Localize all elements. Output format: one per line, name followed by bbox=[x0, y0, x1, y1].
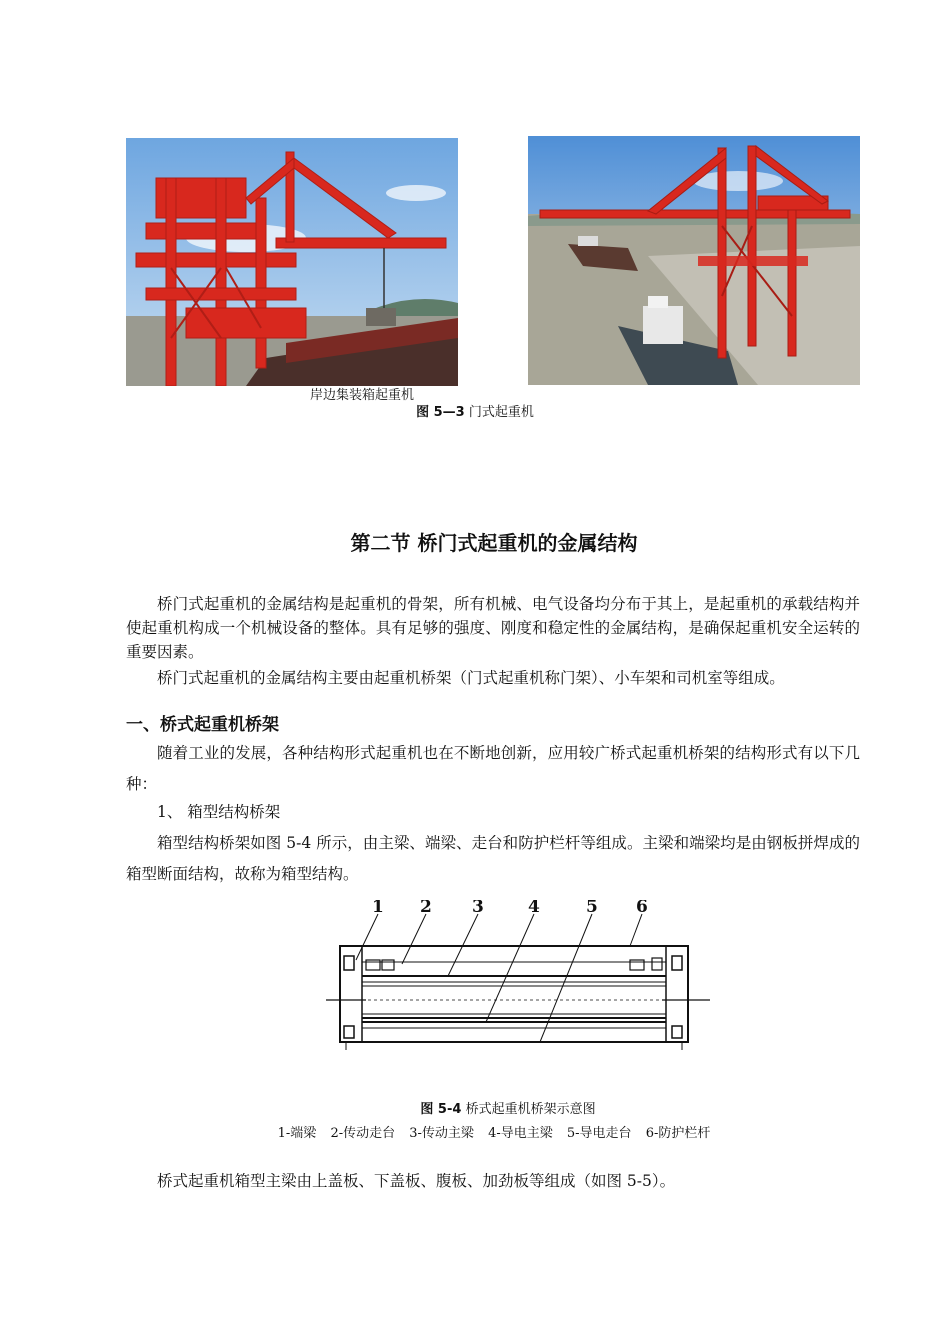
callout-6: 6 bbox=[636, 900, 648, 917]
figure-caption-5-3 bbox=[0, 401, 950, 420]
paragraph: 随着工业的发展，各种结构形式起重机也在不断地创新，应用较广桥式起重机桥架的结构形式有以下几种： bbox=[126, 744, 860, 793]
photo-caption-left: 岸边集装箱起重机 bbox=[310, 388, 415, 403]
figure-caption-5-4 bbox=[0, 1098, 950, 1117]
figure-legend bbox=[0, 1122, 950, 1141]
figure-number: 图 5-4 bbox=[420, 1102, 462, 1117]
callout-5: 5 bbox=[586, 900, 598, 917]
callout-4: 4 bbox=[528, 900, 540, 917]
callout-2: 2 bbox=[420, 900, 432, 917]
legend-item: 5-导电走台 bbox=[566, 1126, 632, 1141]
legend-item: 2-传动走台 bbox=[330, 1126, 396, 1141]
figure-title: 桥式起重机桥架示意图 bbox=[465, 1102, 596, 1117]
section-title: 第二节 桥门式起重机的金属结构 bbox=[350, 531, 638, 555]
figure-number: 图 5—3 bbox=[416, 405, 465, 420]
bridge-frame-diagram bbox=[326, 900, 726, 1056]
legend-item: 1-端梁 bbox=[277, 1126, 317, 1141]
legend-item: 3-传动主梁 bbox=[409, 1126, 474, 1141]
photo-port-gantry-cranes bbox=[528, 136, 860, 385]
callout-1: 1 bbox=[372, 900, 384, 917]
paragraph: 桥门式起重机的金属结构主要由起重机桥架（门式起重机称门架）、小车架和司机室等组成。 bbox=[157, 669, 785, 687]
paragraph: 桥门式起重机的金属结构是起重机的骨架，所有机械、电气设备均分布于其上，是起重机的承载结构并使起重机构成一个机械设备的整体。具有足够的强度、刚度和稳定性的金属结构，是确保起重机安全运转的重要因素。 bbox=[126, 595, 860, 661]
list-item-heading: 1、 箱型结构桥架 bbox=[157, 803, 281, 821]
photo-quayside-crane bbox=[126, 138, 458, 386]
legend-item: 6-防护栏杆 bbox=[645, 1126, 711, 1141]
callout-3: 3 bbox=[472, 900, 484, 917]
paragraph: 桥式起重机箱型主梁由上盖板、下盖板、腹板、加劲板等组成（如图 5-5）。 bbox=[157, 1172, 676, 1190]
figure-title: 门式起重机 bbox=[468, 405, 534, 420]
legend-item: 4-导电主梁 bbox=[488, 1126, 553, 1141]
paragraph: 箱型结构桥架如图 5-4 所示，由主梁、端梁、走台和防护栏杆等组成。主梁和端梁均是由钢板拼焊成的箱型断面结构，故称为箱型结构。 bbox=[126, 834, 860, 883]
subsection-heading: 一、桥式起重机桥架 bbox=[126, 715, 279, 735]
